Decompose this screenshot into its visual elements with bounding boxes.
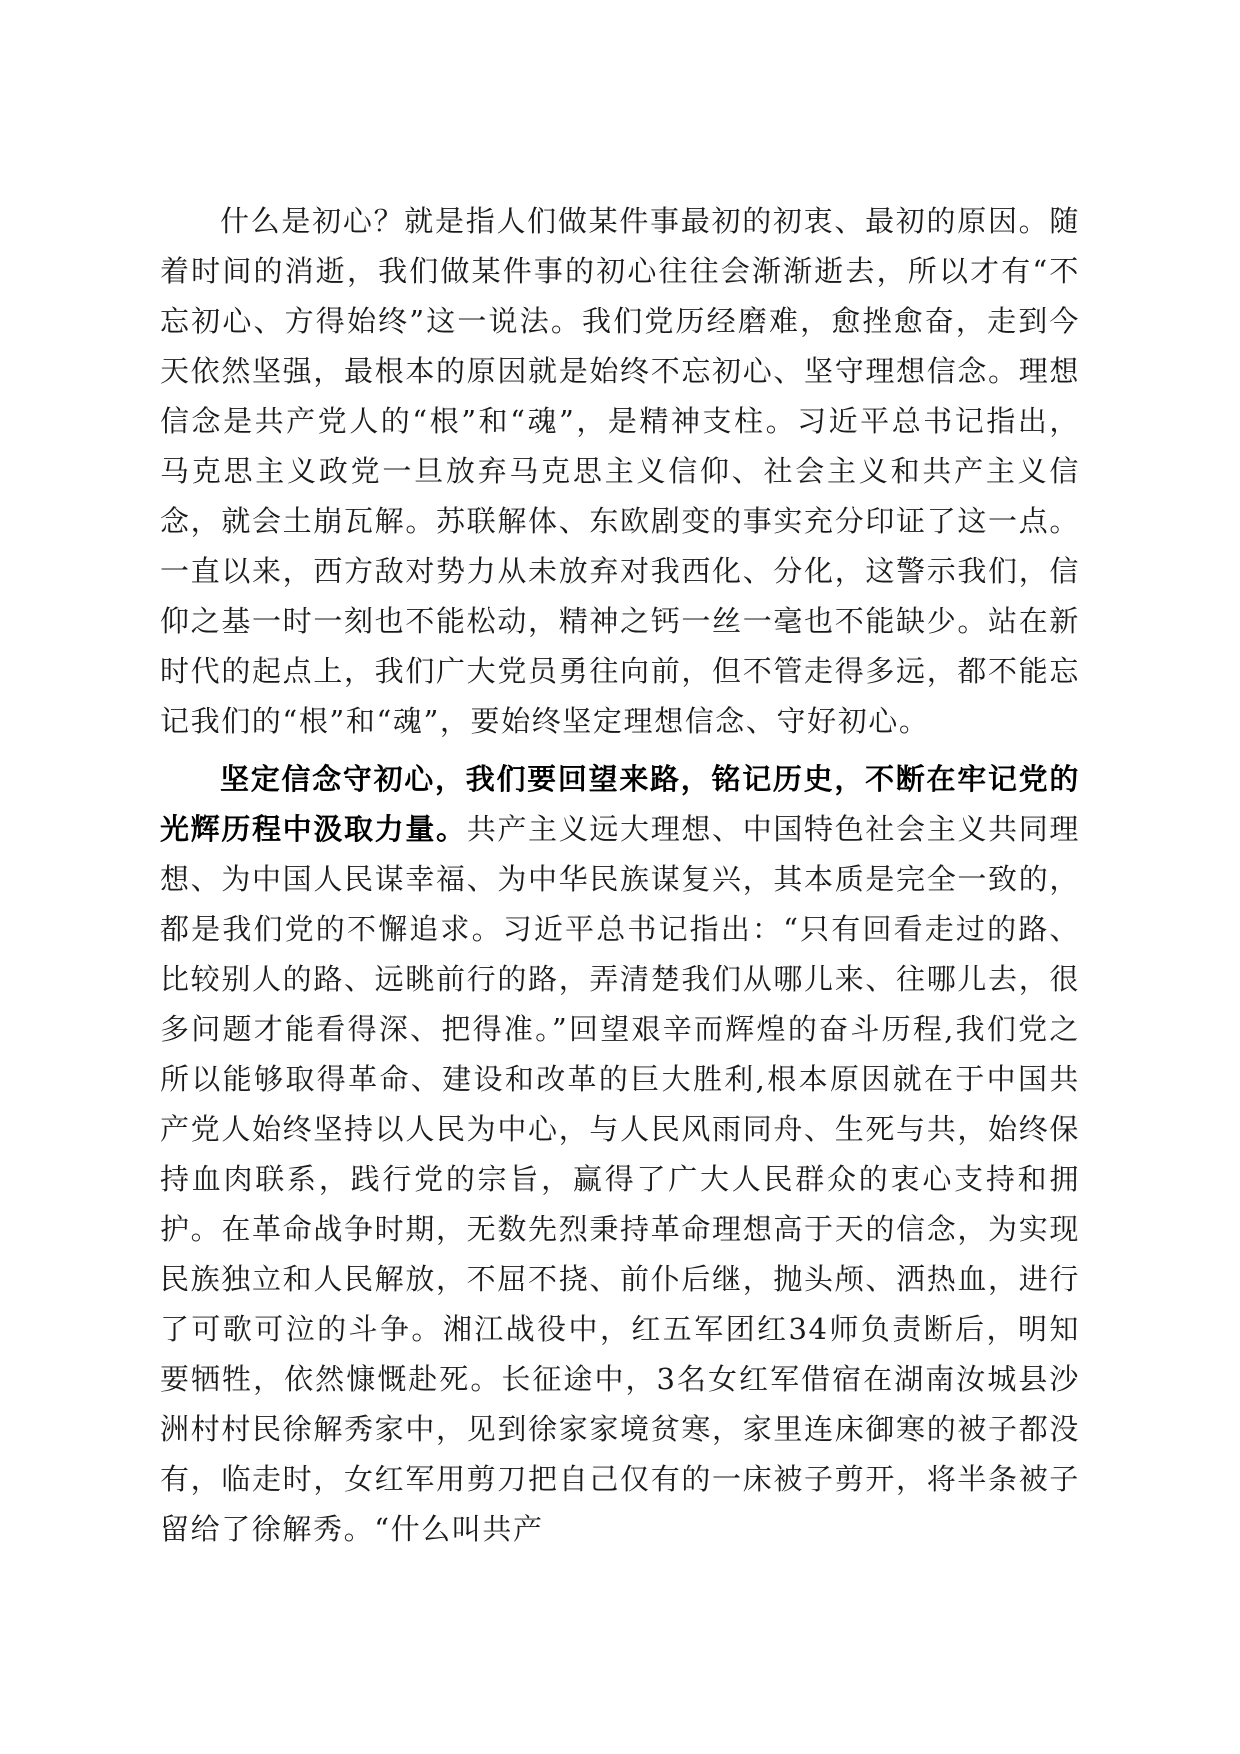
paragraph-1 [160,196,1080,746]
paragraph-2 [160,754,1080,1554]
paragraph-1-text: 什么是初心？就是指人们做某件事最初的初衷、最初的原因。随着时间的消逝，我们做某件事的初心往往会渐渐逝去，所以才有“不忘初心、方得始终”这一说法。我们党历经磨难，愈挫愈奋，走到今天依然坚强，最根本的原因就是始终不忘初心、坚守理想信念。理想信念是共产党人的“根”和“魂”，是精神支柱。习近平总书记指出，马克思主义政党一旦放弃马克思主义信仰、社会主义和共产主义信念，就会土崩瓦解。苏联解体、东欧剧变的事实充分印证了这一点。一直以来，西方敌对势力从未放弃对我西化、分化，这警示我们，信仰之基一时一刻也不能松动，精神之钙一丝一毫也不能缺少。站在新时代的起点上，我们广大党员勇往向前，但不管走得多远，都不能忘记我们的“根”和“魂”，要始终坚定理想信念、守好初心。 [160,204,1080,738]
paragraph-2-text: 共产主义远大理想、中国特色社会主义共同理想、为中国人民谋幸福、为中华民族谋复兴，其本质是完全一致的，都是我们党的不懈追求。习近平总书记指出：“只有回看走过的路、比较别人的路、远眺前行的路，弄清楚我们从哪儿来、往哪儿去，很多问题才能看得深、把得准。”回望艰辛而辉煌的奋斗历程,我们党之所以能够取得革命、建设和改革的巨大胜利,根本原因就在于中国共产党人始终坚持以人民为中心，与人民风雨同舟、生死与共，始终保持血肉联系，践行党的宗旨，赢得了广大人民群众的衷心支持和拥护。在革命战争时期，无数先烈秉持革命理想高于天的信念，为实现民族独立和人民解放，不屈不挠、前仆后继，抛头颅、洒热血，进行了可歌可泣的斗争。湘江战役中，红五军团红34师负责断后，明知要牺牲，依然慷慨赴死。长征途中，3名女红军借宿在湖南汝城县沙洲村村民徐解秀家中，见到徐家家境贫寒，家里连床御寒的被子都没有，临走时，女红军用剪刀把自己仅有的一床被子剪开，将半条被子留给了徐解秀。“什么叫共产 [160,812,1080,1546]
document-body [160,196,1080,1554]
paragraph-2-lead: 坚定信念守初心，我们要回望来路，铭记历史，不断在牢记党的光辉历程中汲取力量。 [160,762,1080,846]
